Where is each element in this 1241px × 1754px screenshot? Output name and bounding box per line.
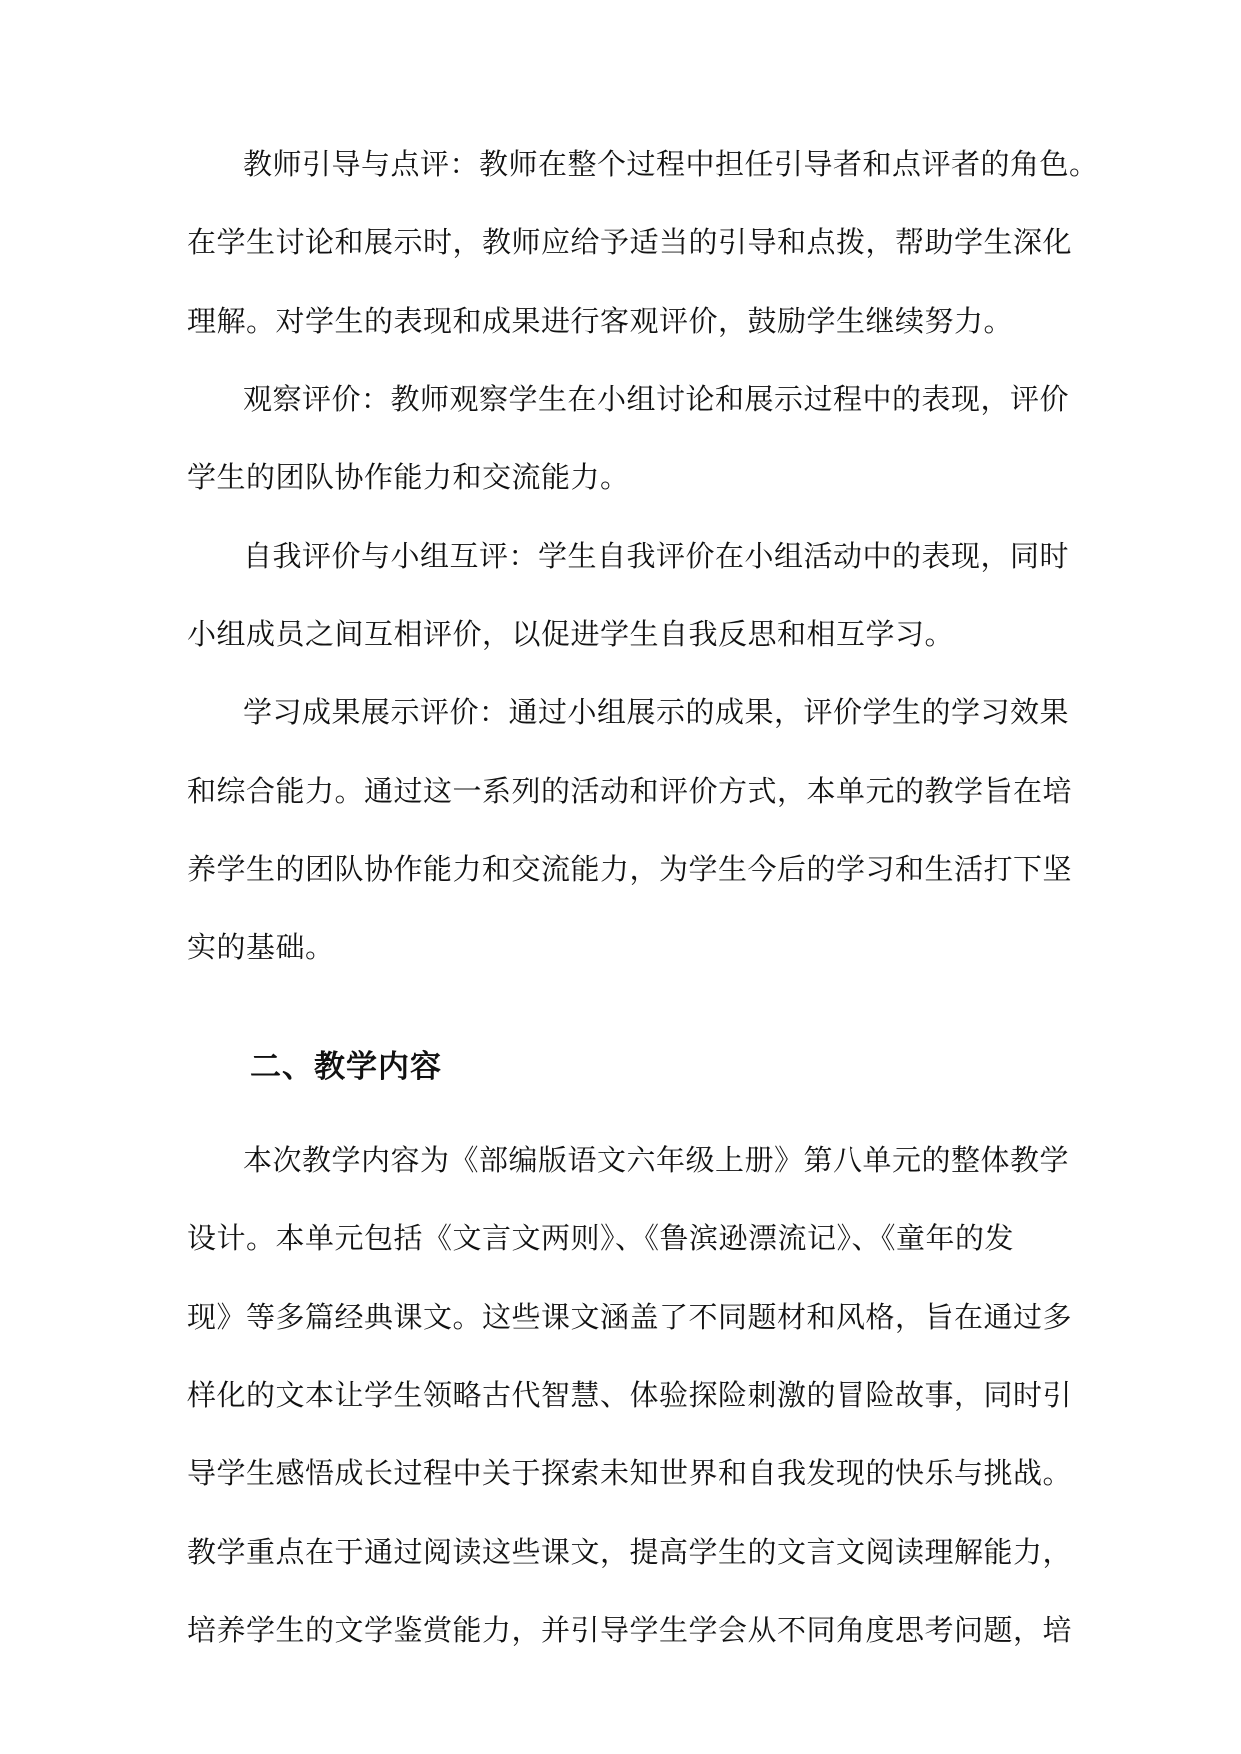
paragraph-line: 实的基础。 [187,930,335,964]
paragraph-line: 样化的文本让学生领略古代智慧、体验探险刺激的冒险故事，同时引 [187,1378,1073,1412]
paragraph-line: 自我评价与小组互评：学生自我评价在小组活动中的表现，同时 [243,539,1070,573]
paragraph-line: 教师引导与点评：教师在整个过程中担任引导者和点评者的角色。 [243,147,1099,181]
paragraph-line: 设计。本单元包括《文言文两则》、《鲁滨逊漂流记》、《童年的发 [187,1221,1015,1255]
paragraph-line: 养学生的团队协作能力和交流能力，为学生今后的学习和生活打下坚 [187,852,1073,886]
paragraph-line: 导学生感悟成长过程中关于探索未知世界和自我发现的快乐与挑战。 [187,1456,1073,1490]
paragraph-line: 现》等多篇经典课文。这些课文涵盖了不同题材和风格，旨在通过多 [187,1300,1073,1334]
paragraph-line: 学习成果展示评价：通过小组展示的成果，评价学生的学习效果 [243,695,1070,729]
paragraph-line: 本次教学内容为《部编版语文六年级上册》第八单元的整体教学 [243,1143,1070,1177]
paragraph-line: 观察评价：教师观察学生在小组讨论和展示过程中的表现，评价 [243,382,1070,416]
paragraph-line: 学生的团队协作能力和交流能力。 [187,460,630,494]
paragraph-line: 培养学生的文学鉴赏能力，并引导学生学会从不同角度思考问题，培 [187,1613,1073,1647]
paragraph-line: 理解。对学生的表现和成果进行客观评价，鼓励学生继续努力。 [187,304,1014,338]
paragraph-line: 在学生讨论和展示时，教师应给予适当的引导和点拨，帮助学生深化 [187,225,1073,259]
paragraph-line: 教学重点在于通过阅读这些课文，提高学生的文言文阅读理解能力， [187,1535,1073,1569]
section-heading: 二、教学内容 [250,1049,442,1085]
paragraph-line: 小组成员之间互相评价，以促进学生自我反思和相互学习。 [187,617,955,651]
paragraph-line: 和综合能力。通过这一系列的活动和评价方式，本单元的教学旨在培 [187,774,1073,808]
